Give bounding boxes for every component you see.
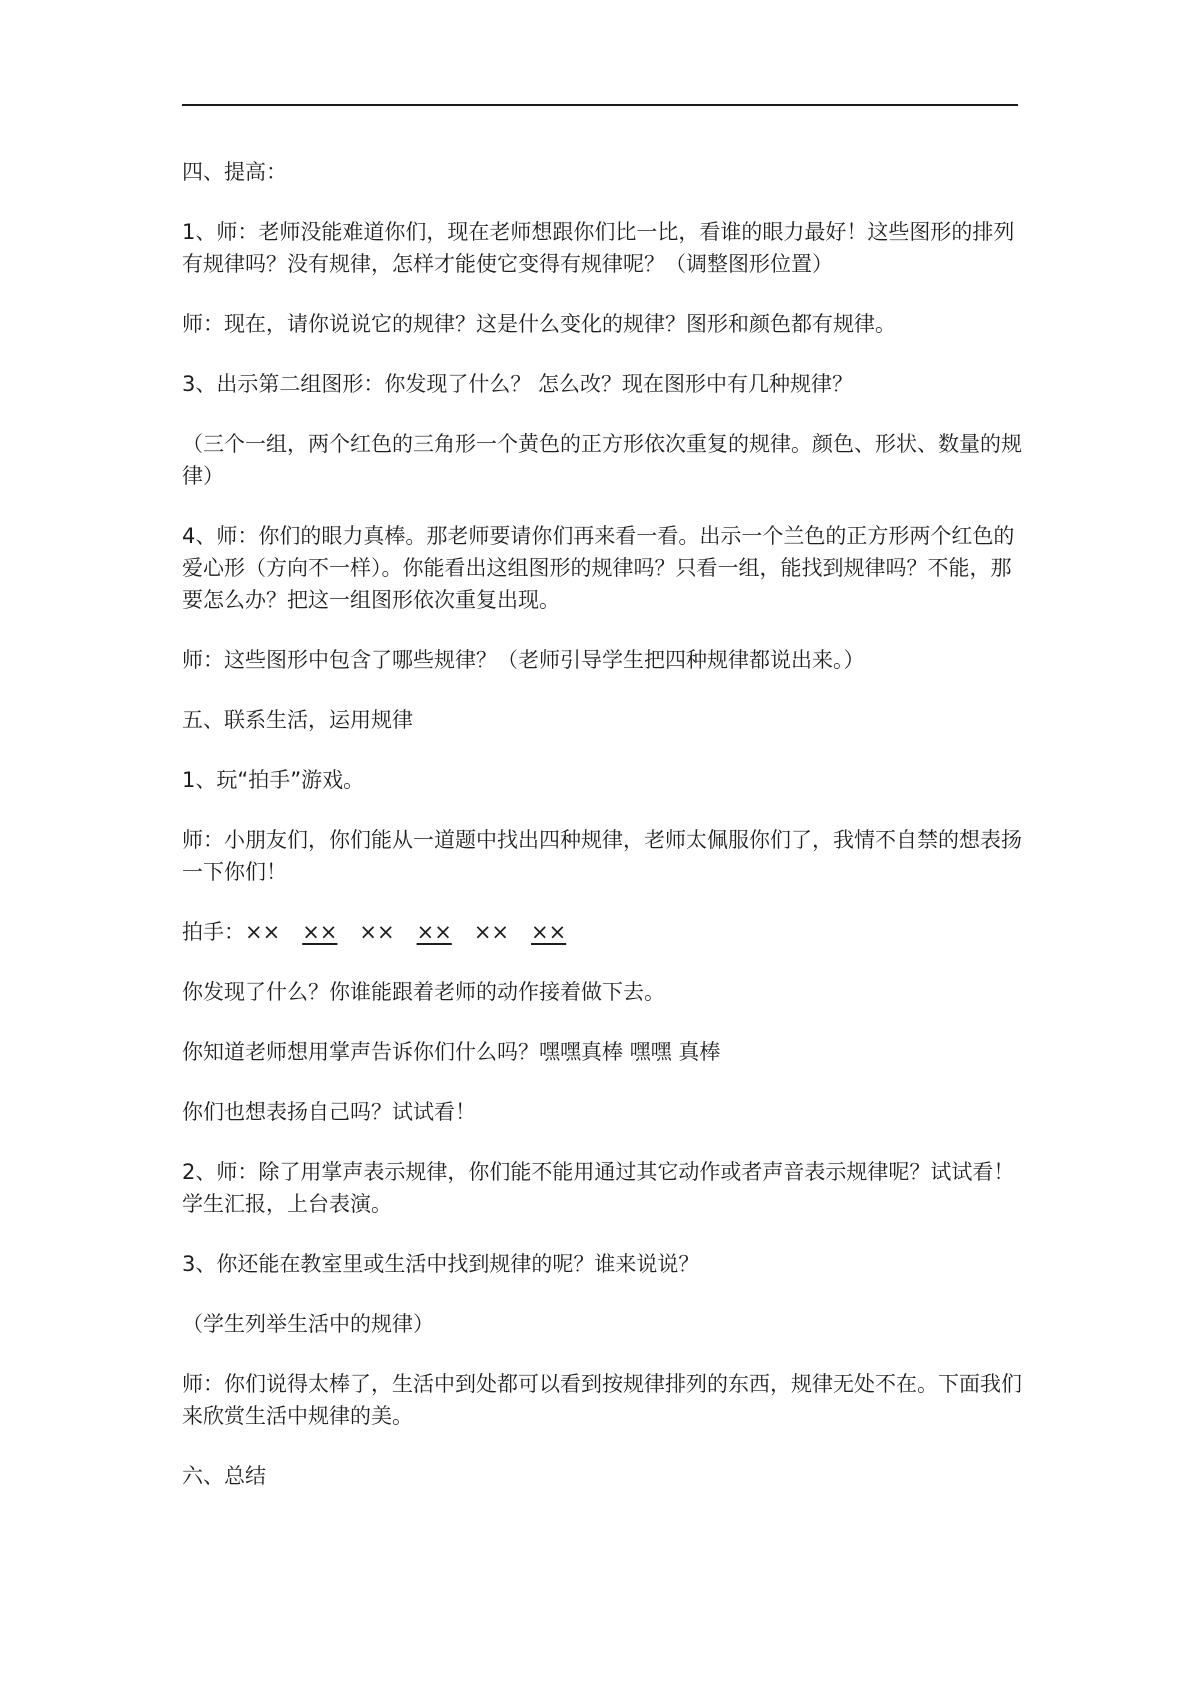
paragraph-7: 1、玩“拍手”游戏。 [182,768,365,792]
paragraph-15: 师：你们说得太棒了，生活中到处都可以看到按规律排列的东西，规律无处不在。下面我们来欣赏生活中规律的美。 [182,1372,1022,1428]
paragraph-5: 4、师：你们的眼力真棒。那老师要请你们再来看一看。出示一个兰色的正方形两个红色的爱心形（方向不一样）。你能看出这组图形的规律吗？只看一组，能找到规律吗？不能，那要怎么办？把这一组图形依次重复出现。 [182,524,1015,612]
clap-group-underlined: ×× [302,920,338,944]
paragraph-9: 你发现了什么？你谁能跟着老师的动作接着做下去。 [182,980,665,1004]
paragraph-3: 3、出示第二组图形：你发现了什么？ 怎么改？现在图形中有几种规律？ [182,372,854,396]
paragraph-14: （学生列举生活中的规律） [182,1312,434,1336]
header-rule [182,104,1018,106]
clap-group-underlined: ×× [531,920,567,944]
paragraph-12: 2、师：除了用掌声表示规律，你们能不能用通过其它动作或者声音表示规律呢？试试看！学生汇报，上台表演。 [182,1160,1015,1216]
clap-group: ×× [359,920,395,944]
clap-label: 拍手： [182,920,245,944]
paragraph-4: （三个一组，两个红色的三角形一个黄色的正方形依次重复的规律。颜色、形状、数量的规律） [182,432,1022,488]
section-heading-life: 五、联系生活，运用规律 [182,708,413,732]
paragraph-6: 师：这些图形中包含了哪些规律？（老师引导学生把四种规律都说出来。） [182,648,865,672]
clap-group: ×× [245,920,281,944]
section-heading-improve: 四、提高： [182,160,287,184]
document-body [182,156,1022,1520]
paragraph-13: 3、你还能在教室里或生活中找到规律的呢？谁来说说？ [182,1252,700,1276]
paragraph-10: 你知道老师想用掌声告诉你们什么吗？嘿嘿真棒 嘿嘿 真棒 [182,1040,721,1064]
paragraph-8: 师：小朋友们，你们能从一道题中找出四种规律，老师太佩服你们了，我情不自禁的想表扬一下你们！ [182,828,1022,884]
paragraph-11: 你们也想表扬自己吗？试试看！ [182,1100,476,1124]
paragraph-1: 1、师：老师没能难道你们，现在老师想跟你们比一比，看谁的眼力最好！这些图形的排列有规律吗？没有规律，怎样才能使它变得有规律呢？（调整图形位置） [182,220,1015,276]
paragraph-2: 师：现在，请你说说它的规律？这是什么变化的规律？图形和颜色都有规律。 [182,312,896,336]
clap-pattern [182,916,1022,948]
clap-group-underlined: ×× [416,920,452,944]
section-heading-summary: 六、总结 [182,1464,266,1488]
clap-group: ×× [473,920,510,944]
